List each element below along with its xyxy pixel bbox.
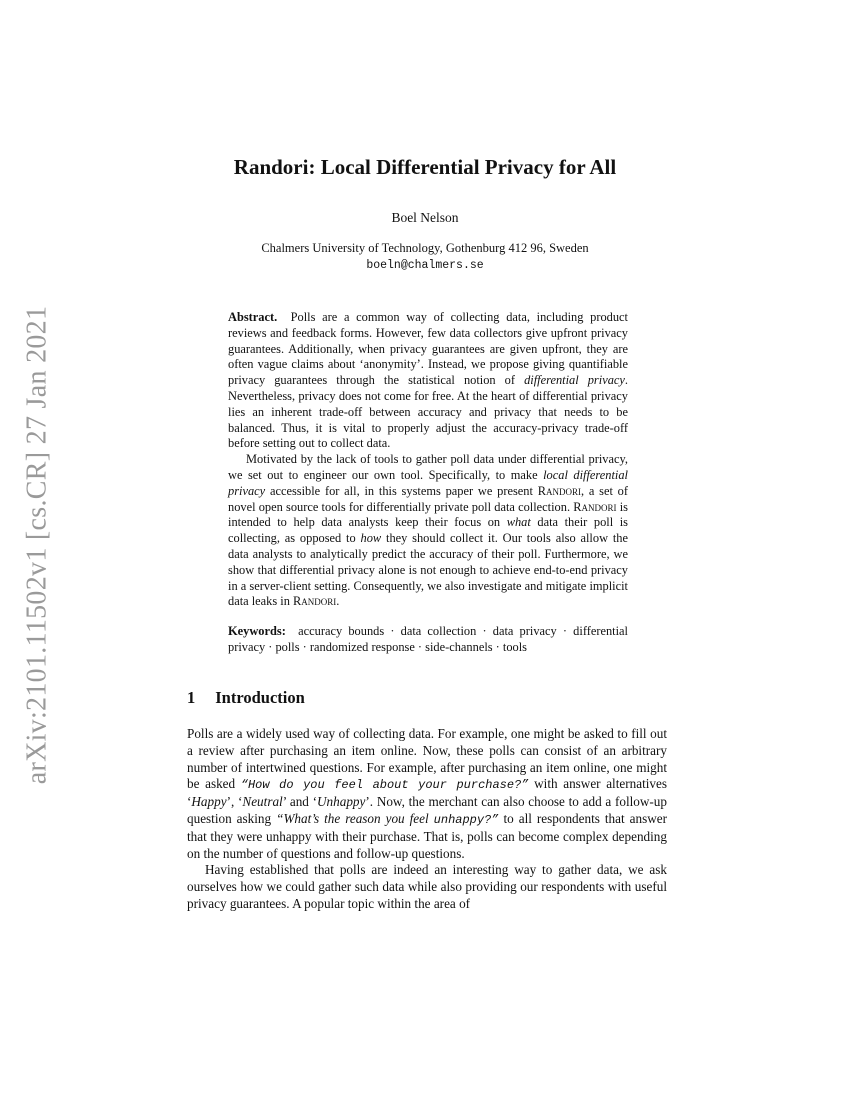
intro-paragraph-1 (187, 726, 667, 862)
abstract-text: accessible for all, in this systems paper we present (265, 483, 538, 498)
introduction-body (187, 726, 667, 913)
body-text: Polls are a widely used way of collecting data. For example, one might be asked to fill out a review after purchasing an item online. Now, these polls can consist of an arbitrary number of intertwined questions. For example, after purchasing an item online, one might be asked (187, 726, 667, 792)
abstract-text: . Nevertheless, privacy does not come for free. At the heart of differential privacy lies an inherent trade-off between accuracy and privacy that needs to be balanced. Thus, it is vital to properly adjust the accuracy-privacy trade-off before setting out to collect data. (228, 373, 628, 451)
paper-author: Boel Nelson (391, 210, 459, 225)
body-text: ’ and ‘ (282, 794, 318, 810)
keywords-heading: Keywords: (228, 624, 286, 639)
arxiv-id: arXiv:2101.11502v1 [cs.CR] 27 Jan 2021 (21, 305, 53, 785)
keywords-text: accuracy bounds · data collection · data privacy · differential privacy · polls · randomized response · side-channels · tools (228, 624, 628, 654)
poll-question: unhappy?” (433, 812, 499, 827)
abstract-emphasis: local differential privacy (228, 467, 628, 498)
keywords (228, 624, 628, 656)
paper-title: Randori: Local Differential Privacy for All (233, 155, 617, 179)
section-title: Introduction (215, 688, 305, 707)
abstract-paragraph-2 (228, 452, 628, 610)
abstract-text: Polls are a common way of collecting data, including product reviews and feedback forms. However, few data collectors give upfront privacy guarantees. Additionally, when privacy guarantees are given upfront, they are often vague claims about ‘anonymity’. Instead, we propose giving quantifiable privacy guarantees through the statistical notion of (228, 310, 628, 388)
answer-option: Happy (191, 794, 227, 810)
poll-question: “What’s the reason you feel (276, 810, 434, 826)
body-text: to all respondents that answer that they were unhappy with their purchase. That is, polls can become complex depending on the number of questions and follow-up questions. (187, 810, 668, 861)
body-text: with answer alternatives ‘ (187, 776, 667, 810)
randori-name: Randori (573, 499, 617, 514)
abstract-text: is intended to help data analysts keep their focus on (228, 499, 628, 530)
body-text: ’, ‘ (226, 794, 243, 810)
answer-option: Unhappy (317, 794, 366, 810)
author-affiliation (0, 240, 850, 274)
abstract-paragraph-1 (228, 310, 628, 452)
abstract-heading: Abstract. (228, 310, 278, 324)
abstract-emphasis: differential privacy (524, 373, 625, 388)
poll-question: “How do you feel about your purchase?” (240, 778, 529, 793)
section-heading (187, 688, 305, 708)
abstract-text: , a set of novel open source tools for differentially private poll data collection. (228, 483, 628, 514)
abstract (228, 310, 628, 656)
arxiv-sidebar (12, 280, 62, 810)
abstract-text: . (336, 594, 340, 609)
body-text: ’. Now, the merchant can also choose to add a follow-up question asking (187, 794, 667, 826)
author-email: boeln@chalmers.se (366, 259, 484, 272)
section-number: 1 (187, 688, 196, 707)
randori-name: Randori (537, 483, 581, 498)
intro-paragraph-2: Having established that polls are indeed an interesting way to gather data, we ask ourselves how we could gather such data while also providing our respondents with useful privacy guarantees. A popular topic within the area of (187, 862, 667, 911)
answer-option: Neutral (242, 794, 283, 810)
abstract-text: Motivated by the lack of tools to gather poll data under differential privacy, we set out to engineer our own tool. Specifically, to make (228, 452, 628, 482)
abstract-emphasis: what (506, 515, 531, 530)
abstract-text: data their poll is collecting, as opposed to (228, 515, 628, 546)
abstract-text: they should collect it. Our tools also allow the data analysts to analytically predict the accuracy of their poll. Furthermore, we show that differential privacy alone is not enough to achieve end-to-end privacy in a server-client setting. Consequently, we also investigate and mitigate implicit data leaks in (228, 531, 628, 609)
abstract-emphasis: how (360, 531, 382, 546)
randori-name: Randori (293, 594, 337, 609)
affiliation-text: Chalmers University of Technology, Gothenburg 412 96, Sweden (261, 241, 589, 255)
